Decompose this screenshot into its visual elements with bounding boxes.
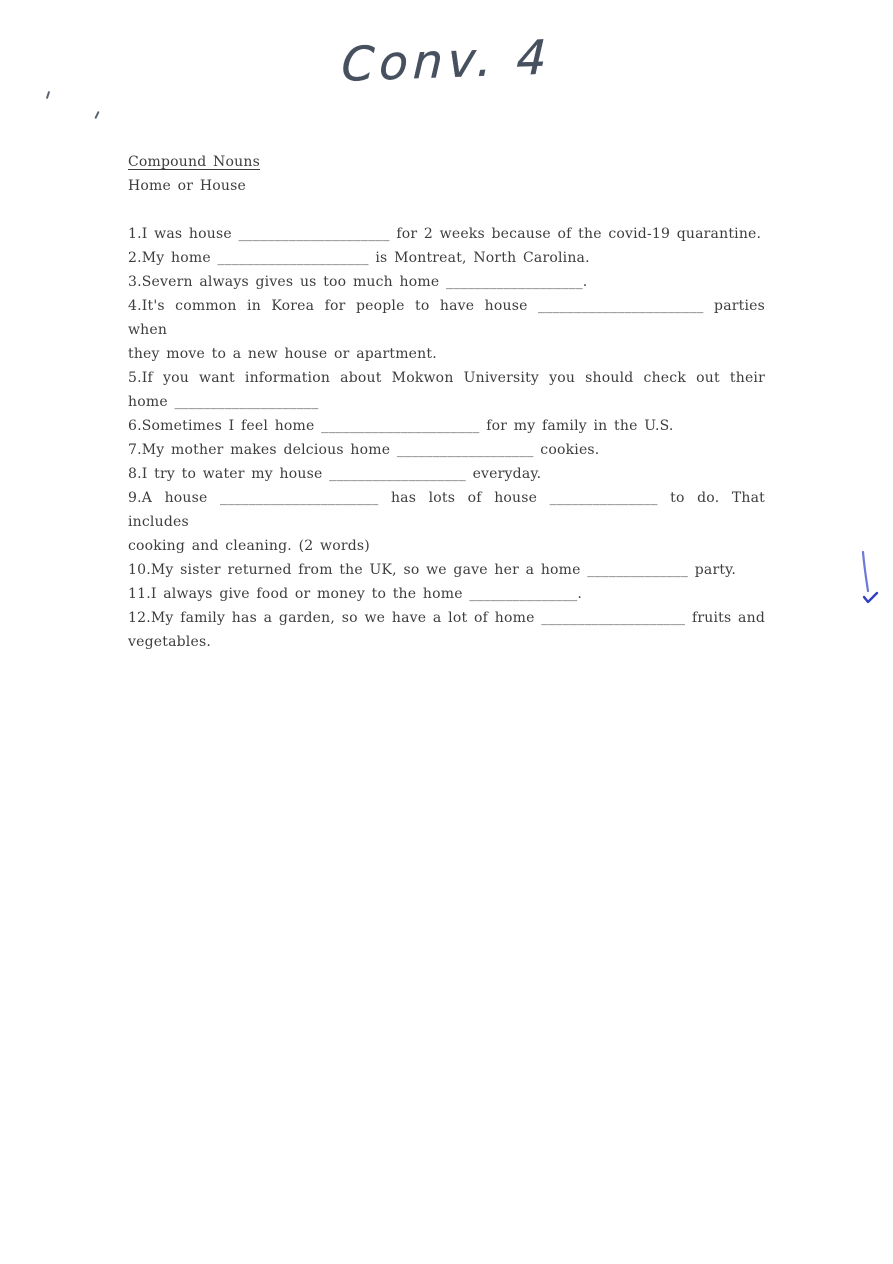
exercise-lines — [128, 222, 765, 654]
section-subheading: Home or House — [128, 178, 246, 194]
worksheet-line: 5.If you want information about Mokwon University you should check out their — [128, 370, 765, 386]
worksheet-line: 7.My mother makes delcious home ___________________ cookies. — [128, 442, 600, 458]
worksheet-line: they move to a new house or apartment. — [128, 346, 437, 362]
worksheet-line: 3.Severn always gives us too much home ___________________. — [128, 274, 588, 290]
worksheet-line: 2.My home _____________________ is Montreat, North Carolina. — [128, 250, 590, 266]
worksheet-line: 9.A house ______________________ has lots of house _______________ to do. That includes — [128, 490, 765, 530]
stray-pen-tick-2 — [94, 111, 99, 119]
worksheet-line: vegetables. — [128, 634, 211, 650]
worksheet-body — [128, 150, 765, 654]
handwritten-title: Conv. 4 — [340, 30, 553, 93]
worksheet-line: 6.Sometimes I feel home ______________________ for my family in the U.S. — [128, 418, 674, 434]
worksheet-line: home ____________________ — [128, 394, 319, 410]
worksheet-line: 11.I always give food or money to the home _______________. — [128, 586, 583, 602]
section-heading: Compound Nouns — [128, 154, 260, 170]
worksheet-line: 1.I was house _____________________ for 2 weeks because of the covid-19 quarantine. — [128, 226, 762, 242]
worksheet-line: 4.It's common in Korea for people to have house _______________________ parties when — [128, 298, 765, 338]
worksheet-line: 8.I try to water my house ___________________ everyday. — [128, 466, 542, 482]
spacer — [128, 198, 765, 222]
blue-pen-check-mark — [853, 550, 883, 610]
worksheet-line: 12.My family has a garden, so we have a lot of home ____________________ fruits and — [128, 610, 765, 626]
worksheet-line: 10.My sister returned from the UK, so we gave her a home ______________ party. — [128, 562, 737, 578]
worksheet-line: cooking and cleaning. (2 words) — [128, 538, 370, 554]
